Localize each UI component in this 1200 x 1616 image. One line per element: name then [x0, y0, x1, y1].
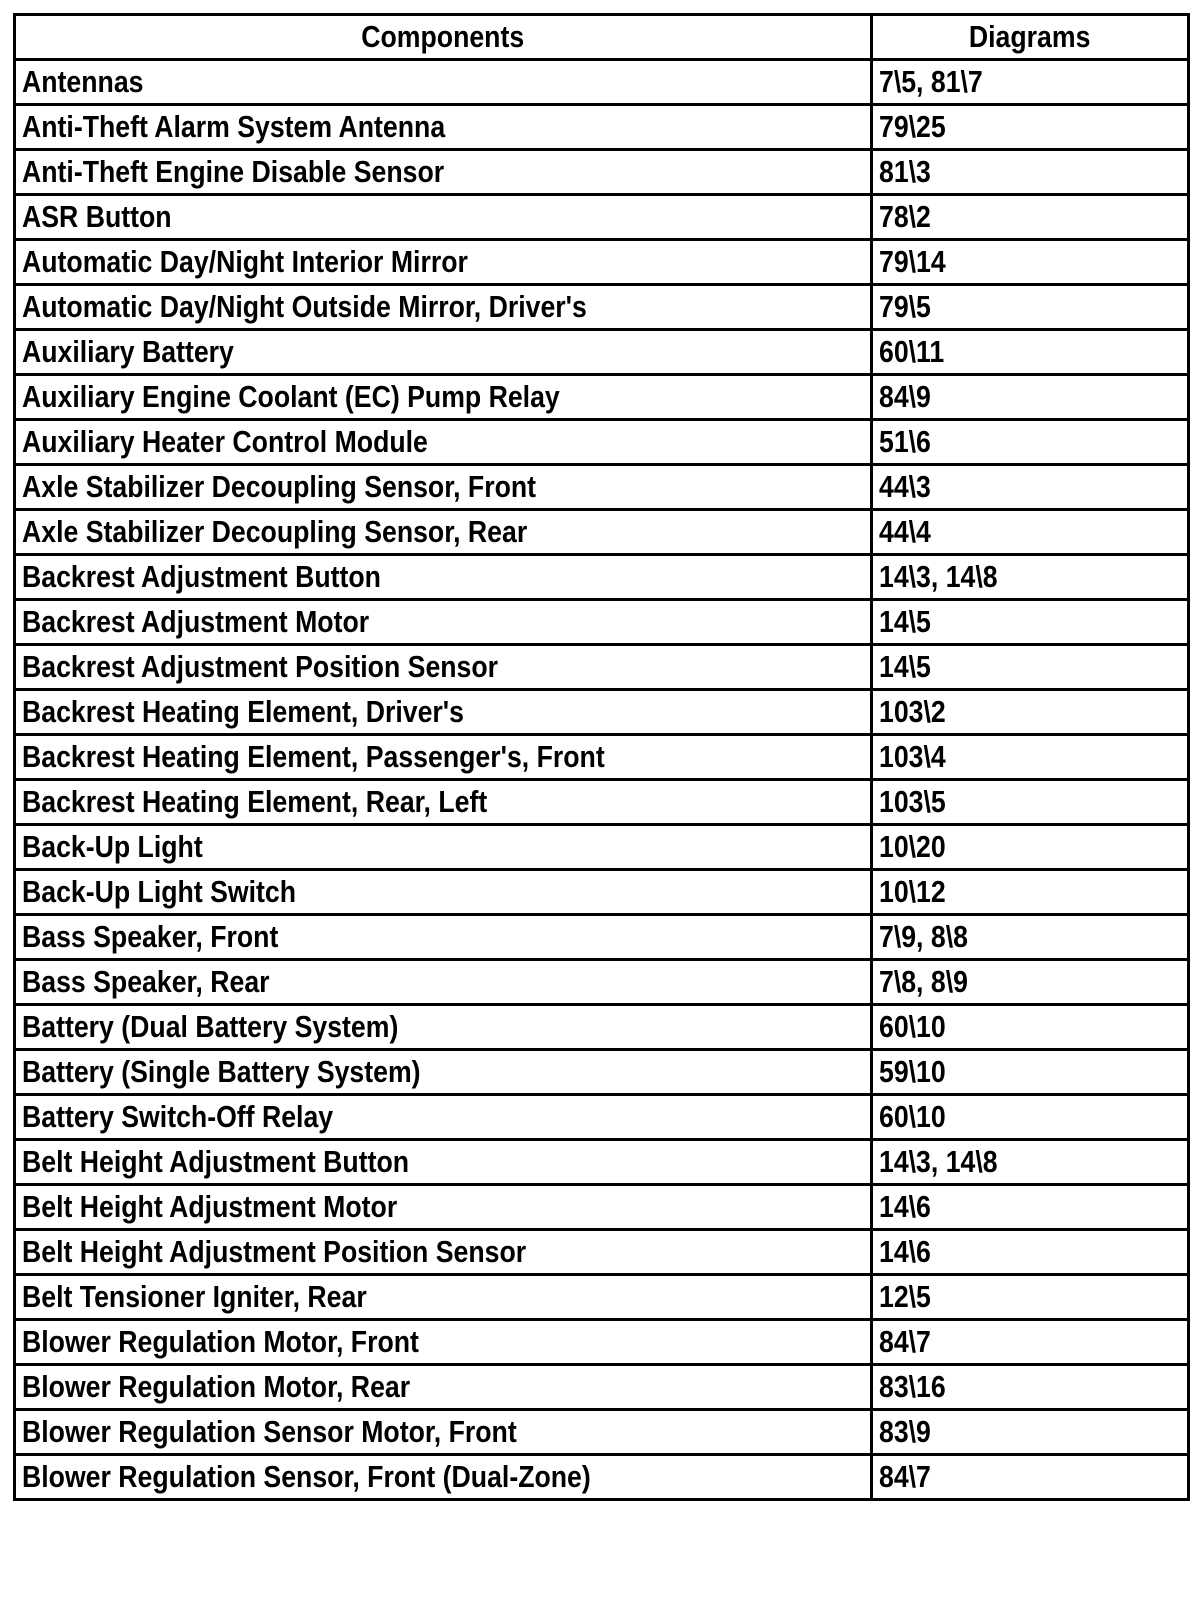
diagram-cell: 14\6	[872, 1230, 1189, 1275]
diagram-cell: 84\7	[872, 1455, 1189, 1500]
component-cell: Battery (Single Battery System)	[15, 1050, 872, 1095]
table-row	[15, 420, 1189, 465]
table-row	[15, 510, 1189, 555]
diagrams-column-header	[872, 15, 1189, 60]
table-row	[15, 105, 1189, 150]
table-header-row	[15, 15, 1189, 60]
table-row	[15, 1005, 1189, 1050]
table-row	[15, 465, 1189, 510]
table-row	[15, 1410, 1189, 1455]
component-cell: ASR Button	[15, 195, 872, 240]
components-column-header	[15, 15, 872, 60]
table-row	[15, 690, 1189, 735]
diagram-cell: 7\9, 8\8	[872, 915, 1189, 960]
table-row	[15, 1455, 1189, 1500]
table-row	[15, 870, 1189, 915]
component-cell: Back-Up Light	[15, 825, 872, 870]
diagram-cell: 7\5, 81\7	[872, 60, 1189, 105]
table-row	[15, 1275, 1189, 1320]
diagram-cell: 103\2	[872, 690, 1189, 735]
diagram-cell: 83\16	[872, 1365, 1189, 1410]
component-cell: Auxiliary Engine Coolant (EC) Pump Relay	[15, 375, 872, 420]
table-row	[15, 60, 1189, 105]
diagram-cell: 84\9	[872, 375, 1189, 420]
table-row	[15, 1140, 1189, 1185]
component-cell: Blower Regulation Sensor, Front (Dual-Zone)	[15, 1455, 872, 1500]
table-row	[15, 285, 1189, 330]
diagram-cell: 14\5	[872, 600, 1189, 645]
diagram-cell: 10\20	[872, 825, 1189, 870]
diagram-cell: 79\5	[872, 285, 1189, 330]
diagram-cell: 60\11	[872, 330, 1189, 375]
component-cell: Auxiliary Heater Control Module	[15, 420, 872, 465]
component-cell: Backrest Adjustment Motor	[15, 600, 872, 645]
component-cell: Bass Speaker, Front	[15, 915, 872, 960]
components-header-label: Components	[361, 19, 525, 54]
diagram-cell: 60\10	[872, 1095, 1189, 1140]
table-row	[15, 555, 1189, 600]
component-cell: Blower Regulation Motor, Rear	[15, 1365, 872, 1410]
component-cell: Backrest Heating Element, Rear, Left	[15, 780, 872, 825]
diagram-cell: 44\3	[872, 465, 1189, 510]
diagram-cell: 14\5	[872, 645, 1189, 690]
table-row	[15, 1095, 1189, 1140]
table-body	[15, 60, 1189, 1500]
component-cell: Blower Regulation Motor, Front	[15, 1320, 872, 1365]
component-cell: Belt Height Adjustment Position Sensor	[15, 1230, 872, 1275]
table-row	[15, 780, 1189, 825]
diagram-cell: 103\4	[872, 735, 1189, 780]
table-row	[15, 150, 1189, 195]
table-row	[15, 825, 1189, 870]
diagram-cell: 81\3	[872, 150, 1189, 195]
table-row	[15, 195, 1189, 240]
table-row	[15, 1050, 1189, 1095]
diagram-cell: 10\12	[872, 870, 1189, 915]
table-row	[15, 1320, 1189, 1365]
component-cell: Auxiliary Battery	[15, 330, 872, 375]
component-cell: Anti-Theft Engine Disable Sensor	[15, 150, 872, 195]
diagram-cell: 83\9	[872, 1410, 1189, 1455]
component-cell: Automatic Day/Night Outside Mirror, Driver's	[15, 285, 872, 330]
table-row	[15, 1185, 1189, 1230]
component-cell: Blower Regulation Sensor Motor, Front	[15, 1410, 872, 1455]
diagrams-header-label: Diagrams	[969, 19, 1091, 54]
component-cell: Bass Speaker, Rear	[15, 960, 872, 1005]
diagram-cell: 79\14	[872, 240, 1189, 285]
component-cell: Battery (Dual Battery System)	[15, 1005, 872, 1050]
diagram-cell: 7\8, 8\9	[872, 960, 1189, 1005]
diagram-cell: 44\4	[872, 510, 1189, 555]
component-cell: Automatic Day/Night Interior Mirror	[15, 240, 872, 285]
table-row	[15, 240, 1189, 285]
table-row	[15, 600, 1189, 645]
component-cell: Back-Up Light Switch	[15, 870, 872, 915]
diagram-cell: 103\5	[872, 780, 1189, 825]
component-cell: Belt Tensioner Igniter, Rear	[15, 1275, 872, 1320]
diagram-cell: 14\3, 14\8	[872, 1140, 1189, 1185]
component-cell: Axle Stabilizer Decoupling Sensor, Rear	[15, 510, 872, 555]
component-index-table	[13, 13, 1190, 1501]
diagram-cell: 12\5	[872, 1275, 1189, 1320]
diagram-cell: 14\3, 14\8	[872, 555, 1189, 600]
component-cell: Antennas	[15, 60, 872, 105]
table-row	[15, 645, 1189, 690]
table-row	[15, 1230, 1189, 1275]
component-cell: Anti-Theft Alarm System Antenna	[15, 105, 872, 150]
diagram-cell: 84\7	[872, 1320, 1189, 1365]
component-cell: Battery Switch-Off Relay	[15, 1095, 872, 1140]
diagram-cell: 78\2	[872, 195, 1189, 240]
diagram-cell: 59\10	[872, 1050, 1189, 1095]
table-row	[15, 375, 1189, 420]
table-row	[15, 1365, 1189, 1410]
diagram-cell: 14\6	[872, 1185, 1189, 1230]
table-row	[15, 915, 1189, 960]
diagram-cell: 60\10	[872, 1005, 1189, 1050]
component-cell: Backrest Heating Element, Driver's	[15, 690, 872, 735]
component-cell: Backrest Adjustment Button	[15, 555, 872, 600]
component-cell: Axle Stabilizer Decoupling Sensor, Front	[15, 465, 872, 510]
component-cell: Backrest Heating Element, Passenger's, Front	[15, 735, 872, 780]
component-cell: Belt Height Adjustment Motor	[15, 1185, 872, 1230]
table-row	[15, 330, 1189, 375]
table-row	[15, 735, 1189, 780]
diagram-cell: 51\6	[872, 420, 1189, 465]
diagram-cell: 79\25	[872, 105, 1189, 150]
component-cell: Backrest Adjustment Position Sensor	[15, 645, 872, 690]
table-row	[15, 960, 1189, 1005]
component-cell: Belt Height Adjustment Button	[15, 1140, 872, 1185]
